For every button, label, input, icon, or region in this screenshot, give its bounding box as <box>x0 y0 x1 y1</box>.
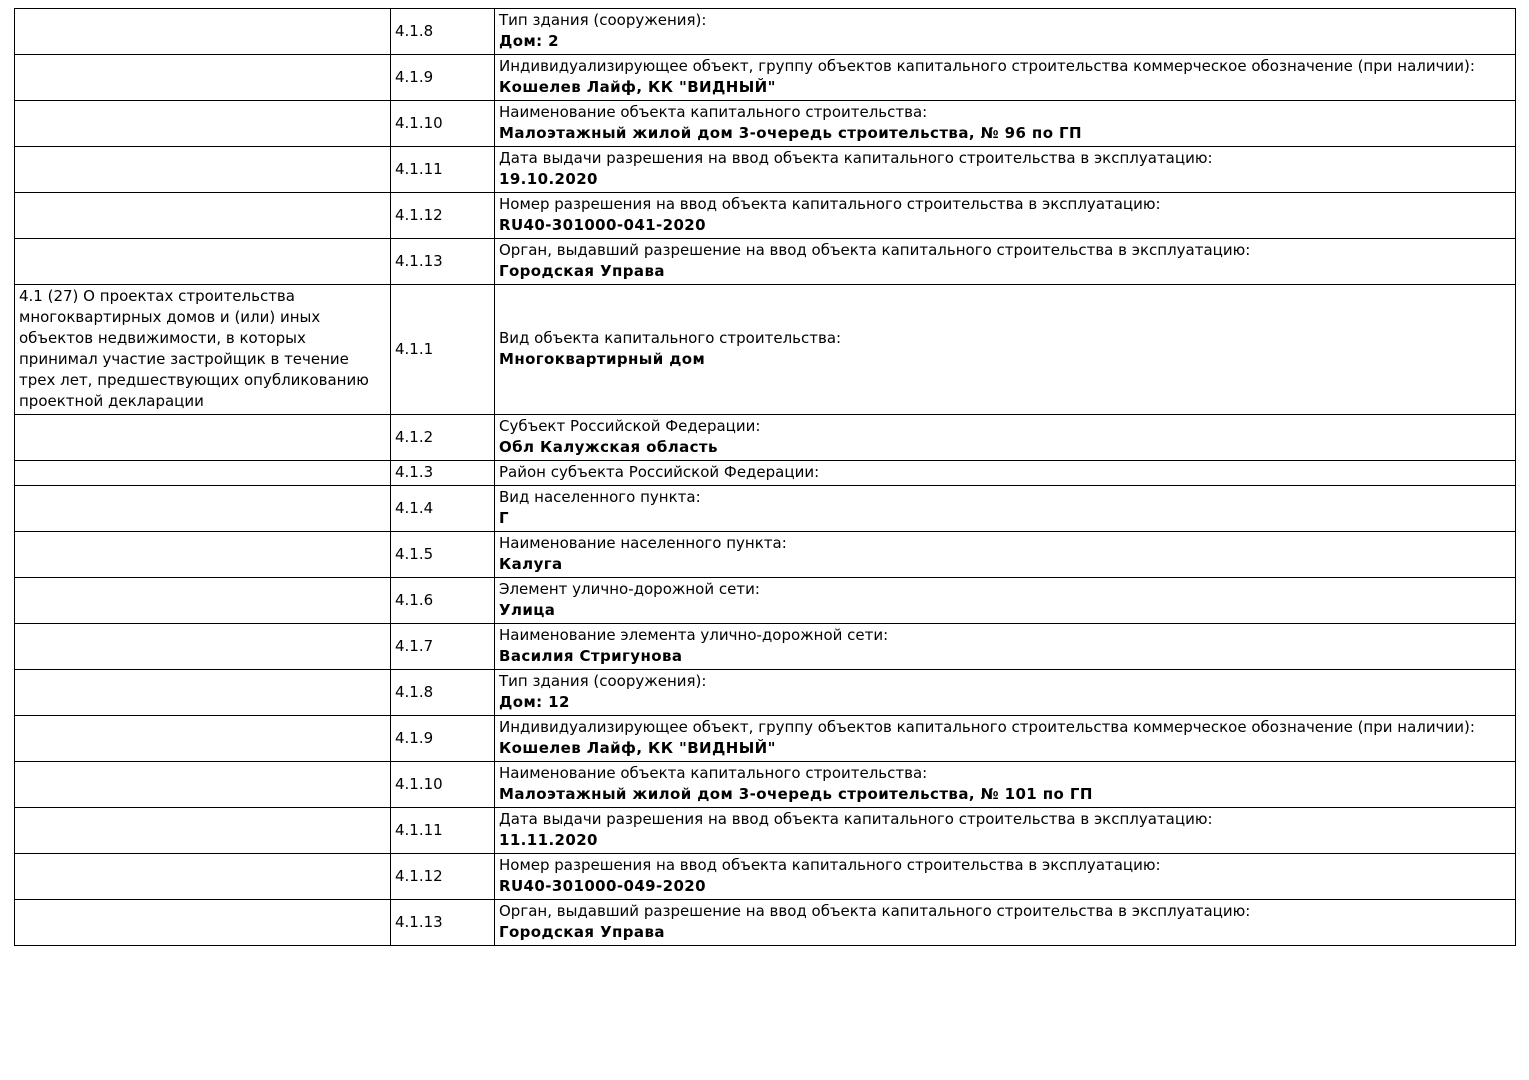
table-row <box>15 854 1516 900</box>
field-label: Тип здания (сооружения): <box>499 11 707 29</box>
table-row <box>15 808 1516 854</box>
item-number-cell <box>391 193 495 239</box>
field-label: Орган, выдавший разрешение на ввод объекта капитального строительства в эксплуатацию: <box>499 241 1251 259</box>
field-value: RU40-301000-049-2020 <box>499 877 706 895</box>
section-cell <box>15 854 391 900</box>
section-cell <box>15 55 391 101</box>
field-label: Вид объекта капитального строительства: <box>499 329 842 347</box>
field-label: Индивидуализирующее объект, группу объектов капитального строительства коммерческое обозначение (при наличии): <box>499 718 1475 736</box>
item-number: 4.1.9 <box>395 67 434 86</box>
item-number-cell <box>391 762 495 808</box>
item-content-cell <box>495 461 1516 486</box>
field-value: Малоэтажный жилой дом 3-очередь строительства, № 96 по ГП <box>499 124 1082 142</box>
field-value: RU40-301000-041-2020 <box>499 216 706 234</box>
item-number: 4.1.11 <box>395 159 443 178</box>
section-cell <box>15 532 391 578</box>
section-cell <box>15 461 391 486</box>
table-row <box>15 716 1516 762</box>
section-cell <box>15 9 391 55</box>
table-row <box>15 670 1516 716</box>
field-value: Калуга <box>499 555 563 573</box>
item-number-cell <box>391 624 495 670</box>
item-number-cell <box>391 415 495 461</box>
item-content-cell <box>495 486 1516 532</box>
table-row <box>15 461 1516 486</box>
field-label: Наименование населенного пункта: <box>499 534 787 552</box>
item-content-cell <box>495 147 1516 193</box>
item-number: 4.1.13 <box>395 251 443 270</box>
item-number-cell <box>391 461 495 486</box>
table-row <box>15 624 1516 670</box>
item-number: 4.1.12 <box>395 866 443 885</box>
item-content-cell <box>495 193 1516 239</box>
item-number: 4.1.1 <box>395 339 434 358</box>
item-content-cell <box>495 578 1516 624</box>
field-label: Район субъекта Российской Федерации: <box>499 463 820 481</box>
field-label: Номер разрешения на ввод объекта капитального строительства в эксплуатацию: <box>499 195 1161 213</box>
item-content-cell <box>495 415 1516 461</box>
section-cell <box>15 486 391 532</box>
item-number-cell <box>391 716 495 762</box>
table-row <box>15 193 1516 239</box>
section-cell <box>15 415 391 461</box>
item-number: 4.1.10 <box>395 113 443 132</box>
item-number-cell <box>391 900 495 946</box>
section-text: 4.1 (27) О проектах строительства многоквартирных домов и (или) иных объектов недвижимости, в которых принимал участие застройщик в течение трех лет, предшествующих опубликованию проектной декларации <box>19 287 369 410</box>
table-row <box>15 147 1516 193</box>
field-label: Наименование элемента улично-дорожной сети: <box>499 626 889 644</box>
table-row <box>15 285 1516 415</box>
item-number-cell <box>391 239 495 285</box>
item-number: 4.1.3 <box>395 463 434 481</box>
item-number: 4.1.6 <box>395 590 434 609</box>
field-value: Улица <box>499 601 556 619</box>
field-value: Кошелев Лайф, КК "ВИДНЫЙ" <box>499 78 776 96</box>
item-content-cell <box>495 239 1516 285</box>
item-number-cell <box>391 285 495 415</box>
field-value: Василия Стригунова <box>499 647 683 665</box>
item-content-cell <box>495 532 1516 578</box>
section-cell <box>15 147 391 193</box>
table-body <box>15 9 1516 946</box>
field-value: Городская Управа <box>499 262 665 280</box>
table-row <box>15 578 1516 624</box>
field-value: Дом: 2 <box>499 32 559 50</box>
field-value: Многоквартирный дом <box>499 350 706 368</box>
item-content-cell <box>495 900 1516 946</box>
table-row <box>15 239 1516 285</box>
section-cell <box>15 285 391 415</box>
section-cell <box>15 624 391 670</box>
item-content-cell <box>495 716 1516 762</box>
item-number: 4.1.5 <box>395 544 434 563</box>
item-number: 4.1.8 <box>395 682 434 701</box>
item-content-cell <box>495 101 1516 147</box>
section-cell <box>15 578 391 624</box>
table-row <box>15 486 1516 532</box>
item-content-cell <box>495 670 1516 716</box>
item-content-cell <box>495 808 1516 854</box>
section-cell <box>15 670 391 716</box>
item-number-cell <box>391 532 495 578</box>
item-number: 4.1.9 <box>395 728 434 747</box>
field-label: Индивидуализирующее объект, группу объектов капитального строительства коммерческое обозначение (при наличии): <box>499 57 1475 75</box>
item-number-cell <box>391 670 495 716</box>
item-content-cell <box>495 854 1516 900</box>
field-label: Орган, выдавший разрешение на ввод объекта капитального строительства в эксплуатацию: <box>499 902 1251 920</box>
table-row <box>15 900 1516 946</box>
item-content-cell <box>495 624 1516 670</box>
field-label: Наименование объекта капитального строительства: <box>499 103 928 121</box>
item-content-cell <box>495 762 1516 808</box>
item-number: 4.1.7 <box>395 636 434 655</box>
item-number: 4.1.4 <box>395 498 434 517</box>
item-number-cell <box>391 147 495 193</box>
item-number: 4.1.8 <box>395 21 434 40</box>
item-number: 4.1.13 <box>395 912 443 931</box>
section-cell <box>15 193 391 239</box>
section-cell <box>15 762 391 808</box>
field-value: 19.10.2020 <box>499 170 598 188</box>
section-cell <box>15 900 391 946</box>
field-label: Тип здания (сооружения): <box>499 672 707 690</box>
field-label: Номер разрешения на ввод объекта капитального строительства в эксплуатацию: <box>499 856 1161 874</box>
table-row <box>15 762 1516 808</box>
item-number-cell <box>391 55 495 101</box>
section-cell <box>15 101 391 147</box>
table-row <box>15 9 1516 55</box>
field-value: Г <box>499 509 509 527</box>
table-row <box>15 415 1516 461</box>
field-value: 11.11.2020 <box>499 831 598 849</box>
section-cell <box>15 808 391 854</box>
field-label: Субъект Российской Федерации: <box>499 417 761 435</box>
item-number-cell <box>391 9 495 55</box>
field-label: Дата выдачи разрешения на ввод объекта капитального строительства в эксплуатацию: <box>499 149 1213 167</box>
item-number: 4.1.11 <box>395 820 443 839</box>
item-content-cell <box>495 285 1516 415</box>
item-number: 4.1.12 <box>395 205 443 224</box>
item-content-cell <box>495 55 1516 101</box>
item-number-cell <box>391 486 495 532</box>
field-label: Дата выдачи разрешения на ввод объекта капитального строительства в эксплуатацию: <box>499 810 1213 828</box>
field-value: Обл Калужская область <box>499 438 718 456</box>
section-cell <box>15 716 391 762</box>
table-row <box>15 532 1516 578</box>
field-label: Наименование объекта капитального строительства: <box>499 764 928 782</box>
table-row <box>15 101 1516 147</box>
item-number-cell <box>391 854 495 900</box>
item-number-cell <box>391 808 495 854</box>
item-number: 4.1.10 <box>395 774 443 793</box>
field-value: Дом: 12 <box>499 693 570 711</box>
field-label: Элемент улично-дорожной сети: <box>499 580 760 598</box>
table-row <box>15 55 1516 101</box>
field-value: Кошелев Лайф, КК "ВИДНЫЙ" <box>499 739 776 757</box>
field-label: Вид населенного пункта: <box>499 488 701 506</box>
item-number: 4.1.2 <box>395 427 434 446</box>
section-cell <box>15 239 391 285</box>
field-value: Малоэтажный жилой дом 3-очередь строительства, № 101 по ГП <box>499 785 1093 803</box>
item-number-cell <box>391 101 495 147</box>
field-value: Городская Управа <box>499 923 665 941</box>
item-number-cell <box>391 578 495 624</box>
declaration-table <box>14 8 1516 946</box>
item-content-cell <box>495 9 1516 55</box>
